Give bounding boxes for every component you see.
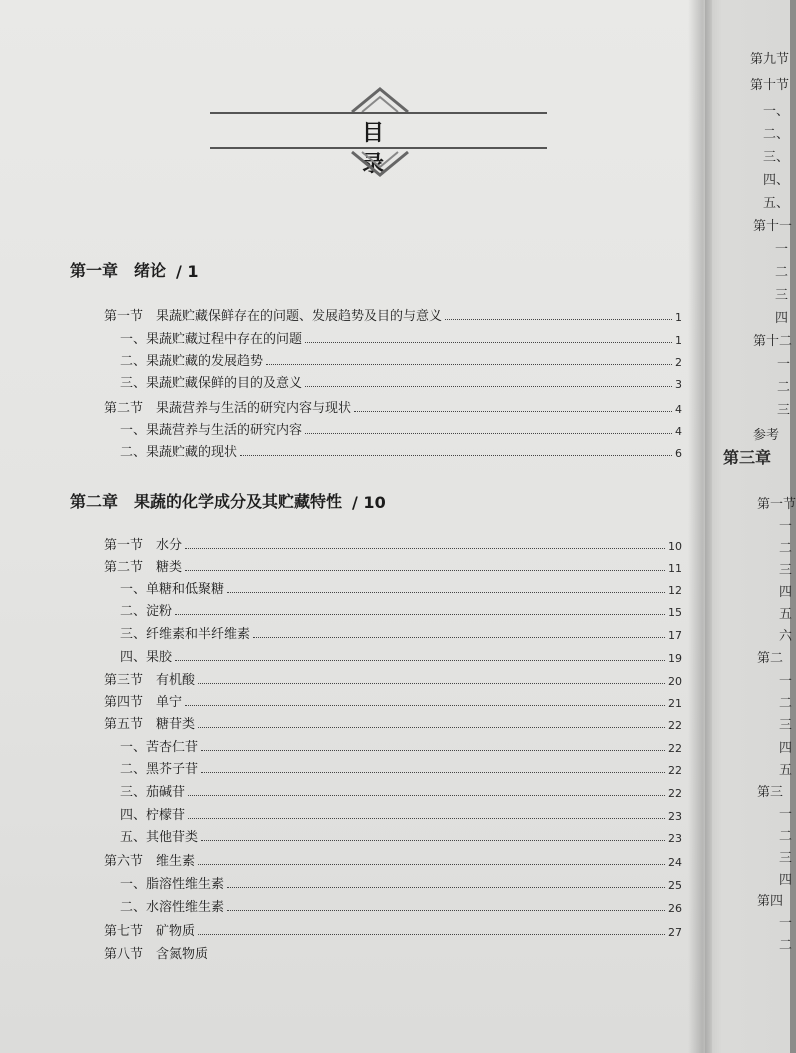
right-page-toc-fragment: 一 [779, 807, 793, 822]
toc-entry-page: 15 [668, 606, 682, 619]
toc-subsection-entry[interactable] [120, 623, 682, 642]
toc-entry-page: 12 [668, 584, 682, 597]
right-page-toc-fragment: 二、 [763, 127, 790, 142]
dot-leader [188, 817, 665, 819]
title-rule-bottom [210, 147, 547, 149]
toc-entry-page: 1 [675, 334, 682, 347]
right-page-toc-fragment: 四 [775, 311, 789, 326]
right-page-toc-fragment: 四 [779, 873, 793, 888]
dot-leader [305, 341, 672, 343]
title-ornament-bottom [350, 150, 410, 178]
toc-entry-page: 26 [668, 902, 682, 915]
toc-subsection-entry[interactable] [120, 441, 682, 460]
toc-subsection-entry[interactable] [120, 781, 682, 800]
toc-entry-page: 1 [675, 311, 682, 324]
toc-subsection-entry[interactable] [120, 646, 682, 665]
right-page-toc-fragment: 一、 [763, 104, 790, 119]
toc-entry-label: 第三节 有机酸 [104, 673, 196, 688]
toc-entry-page: 17 [668, 629, 682, 642]
right-page-toc-fragment: 三、 [763, 150, 790, 165]
toc-section-entry[interactable] [104, 713, 682, 732]
right-page-toc-fragment: 三 [777, 403, 791, 418]
right-page-toc-fragment: 三 [779, 851, 793, 866]
toc-section-entry[interactable] [104, 850, 682, 869]
toc-entry-label: 三、果蔬贮藏保鲜的目的及意义 [120, 376, 303, 391]
toc-entry-label: 五、其他苷类 [120, 830, 199, 845]
toc-entry-label: 二、淀粉 [120, 604, 173, 619]
right-page-toc-fragment: 六 [779, 629, 793, 644]
dot-leader [198, 863, 665, 865]
dot-leader [175, 613, 665, 615]
toc-entry-page: 22 [668, 742, 682, 755]
toc-entry-label: 二、水溶性维生素 [120, 900, 225, 915]
toc-entry-page: 4 [675, 403, 682, 416]
toc-entry-page: 3 [675, 378, 682, 391]
toc-entry-label: 第二节 果蔬营养与生活的研究内容与现状 [104, 401, 352, 416]
toc-section-entry[interactable] [104, 943, 682, 962]
dot-leader [240, 454, 672, 456]
right-page-toc-fragment: 五 [779, 763, 793, 778]
toc-entry-label: 第八节 含氮物质 [104, 947, 209, 962]
dot-leader [185, 704, 665, 706]
dot-leader [305, 432, 672, 434]
toc-subsection-entry[interactable] [120, 736, 682, 755]
toc-subsection-entry[interactable] [120, 896, 682, 915]
toc-entry-page: 27 [668, 926, 682, 939]
right-page-toc-fragment: 一 [779, 674, 793, 689]
toc-subsection-entry[interactable] [120, 350, 682, 369]
chapter-title: 第二章 果蔬的化学成分及其贮藏特性 [70, 492, 343, 511]
right-page-toc-fragment: 一 [779, 916, 793, 931]
dot-leader [445, 318, 672, 320]
right-page-toc-fragment: 二 [775, 265, 789, 280]
page-title: 目 录 [361, 121, 398, 177]
toc-entry-label: 四、果胶 [120, 650, 173, 665]
toc-entry-label: 第一节 果蔬贮藏保鲜存在的问题、发展趋势及目的与意义 [104, 309, 443, 324]
toc-entry-page: 22 [668, 719, 682, 732]
right-page-toc-fragment: 二 [779, 541, 793, 556]
dot-leader [253, 636, 665, 638]
toc-entry-label: 二、果蔬贮藏的发展趋势 [120, 354, 264, 369]
right-page-toc-fragment: 三 [779, 718, 793, 733]
toc-subsection-entry[interactable] [120, 758, 682, 777]
chapter-title: 第一章 绪论 [70, 261, 167, 280]
dot-leader [201, 771, 665, 773]
toc-entry-label: 一、脂溶性维生素 [120, 877, 225, 892]
toc-entry-page: 4 [675, 425, 682, 438]
toc-entry-page: 2 [675, 356, 682, 369]
dot-leader [198, 682, 665, 684]
right-page-toc-fragment: 一 [779, 519, 793, 534]
right-page-toc-fragment: 一 [777, 357, 791, 372]
toc-entry-label: 第二节 糖类 [104, 560, 183, 575]
right-page-toc-fragment: 四 [779, 741, 793, 756]
dot-leader [227, 909, 665, 911]
title-ornament-top [350, 86, 410, 114]
toc-entry-page: 23 [668, 832, 682, 845]
right-page-toc-fragment: 三 [779, 563, 793, 578]
right-page-toc-fragment: 第三章 [723, 448, 772, 467]
toc-section-entry[interactable] [104, 669, 682, 688]
dot-leader [188, 794, 665, 796]
toc-subsection-entry[interactable] [120, 419, 682, 438]
toc-subsection-entry[interactable] [120, 328, 682, 347]
chapter-heading[interactable] [70, 489, 670, 512]
toc-entry-page: 10 [668, 540, 682, 553]
dot-leader [175, 659, 665, 661]
dot-leader [185, 547, 665, 549]
right-page-toc-fragment: 五、 [763, 196, 790, 211]
title-rule-top [210, 112, 547, 114]
right-page-toc-fragment: 第十一 [753, 219, 793, 234]
right-page-toc-fragment: 第十节 [750, 78, 790, 93]
toc-entry-label: 第五节 糖苷类 [104, 717, 196, 732]
toc-entry-label: 一、果蔬贮藏过程中存在的问题 [120, 332, 303, 347]
toc-entry-page: 6 [675, 447, 682, 460]
toc-entry-page: 22 [668, 764, 682, 777]
toc-subsection-entry[interactable] [120, 578, 682, 597]
toc-entry-label: 二、黑芥子苷 [120, 762, 199, 777]
toc-subsection-entry[interactable] [120, 826, 682, 845]
toc-subsection-entry[interactable] [120, 372, 682, 391]
right-page-toc-fragment: 第一节 [757, 497, 796, 512]
right-page-toc-fragment: 第二 [757, 651, 784, 666]
right-page-toc-fragment: 五 [779, 607, 793, 622]
toc-entry-label: 二、果蔬贮藏的现状 [120, 445, 238, 460]
right-page-toc-fragment: 第十二 [753, 334, 793, 349]
toc-entry-label: 第四节 单宁 [104, 695, 183, 710]
toc-entry-page: 23 [668, 810, 682, 823]
toc-entry-page: 24 [668, 856, 682, 869]
toc-entry-label: 一、果蔬营养与生活的研究内容 [120, 423, 303, 438]
right-page-toc-fragment: 二 [779, 938, 793, 953]
toc-entry-label: 一、苦杏仁苷 [120, 740, 199, 755]
right-page-toc-fragment: 二 [777, 380, 791, 395]
toc-section-entry[interactable] [104, 691, 682, 710]
toc-entry-label: 第七节 矿物质 [104, 924, 196, 939]
toc-entry-label: 一、单糖和低聚糖 [120, 582, 225, 597]
right-page-toc-fragment: 二 [779, 829, 793, 844]
toc-entry-page: 21 [668, 697, 682, 710]
toc-section-entry[interactable] [104, 534, 682, 553]
right-page-toc-fragment: 第三 [757, 785, 784, 800]
right-page-toc-fragment: 第九节 [750, 52, 790, 67]
right-page [705, 0, 796, 1053]
right-page-toc-fragment: 四 [779, 585, 793, 600]
right-page-toc-fragment: 四、 [763, 173, 790, 188]
dot-leader [201, 839, 665, 841]
toc-entry-page: 11 [668, 562, 682, 575]
dot-leader [266, 363, 672, 365]
toc-entry-label: 三、茄碱苷 [120, 785, 186, 800]
chapter-page: / 10 [352, 493, 386, 512]
toc-entry-label: 第一节 水分 [104, 538, 183, 553]
toc-section-entry[interactable] [104, 397, 682, 416]
toc-entry-label: 第六节 维生素 [104, 854, 196, 869]
toc-entry-label: 四、柠檬苷 [120, 808, 186, 823]
dot-leader [198, 933, 665, 935]
chapter-page: / 1 [176, 262, 199, 281]
dot-leader [354, 410, 672, 412]
toc-entry-page: 25 [668, 879, 682, 892]
dot-leader [198, 726, 665, 728]
toc-section-entry[interactable] [104, 920, 682, 939]
dot-leader [227, 591, 665, 593]
right-page-toc-fragment: 参考 [753, 428, 780, 443]
toc-entry-label: 三、纤维素和半纤维素 [120, 627, 251, 642]
dot-leader [227, 886, 665, 888]
right-page-toc-fragment: 二 [779, 696, 793, 711]
dot-leader [185, 569, 665, 571]
toc-section-entry[interactable] [104, 556, 682, 575]
dot-leader [201, 749, 665, 751]
toc-section-entry[interactable] [104, 305, 682, 324]
toc-entry-page: 20 [668, 675, 682, 688]
right-page-toc-fragment: 三 [775, 288, 789, 303]
book-gutter [688, 0, 712, 1053]
right-page-toc-fragment: 第四 [757, 894, 784, 909]
chapter-heading[interactable] [70, 258, 670, 281]
toc-subsection-entry[interactable] [120, 873, 682, 892]
dot-leader [305, 385, 672, 387]
toc-subsection-entry[interactable] [120, 804, 682, 823]
toc-subsection-entry[interactable] [120, 600, 682, 619]
right-page-toc-fragment: 一 [775, 242, 789, 257]
toc-entry-page: 22 [668, 787, 682, 800]
toc-entry-page: 19 [668, 652, 682, 665]
